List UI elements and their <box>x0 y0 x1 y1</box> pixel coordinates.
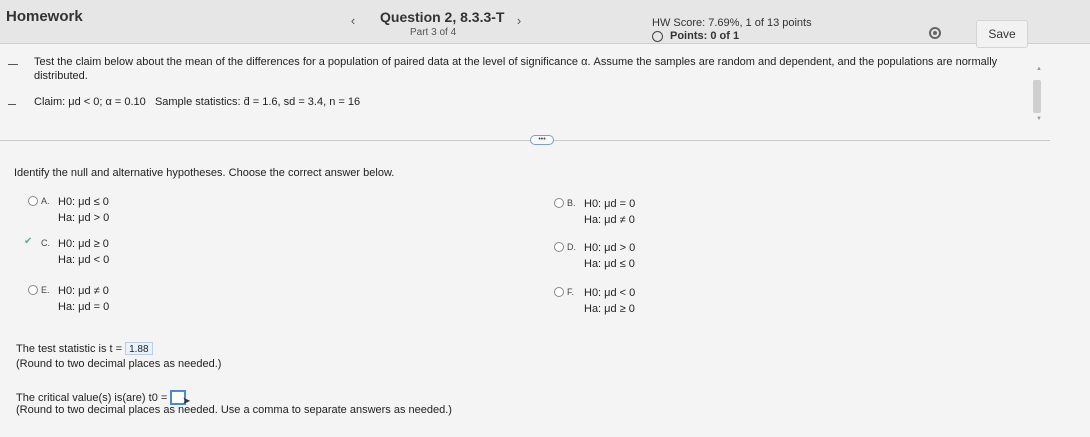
instruction: Identify the null and alternative hypotheses. Choose the correct answer below. <box>14 167 395 179</box>
null-hypothesis: H0: μd ≤ 0 <box>58 196 109 208</box>
null-hypothesis: H0: μd ≥ 0 <box>58 238 109 250</box>
option-letter: D. <box>567 242 576 252</box>
radio-button[interactable] <box>554 198 564 208</box>
null-hypothesis: H0: μd = 0 <box>584 198 636 210</box>
claim-text: μd < 0; α = 0.10 <box>68 96 146 108</box>
option-letter: A. <box>41 196 50 206</box>
alt-hypothesis: Ha: μd < 0 <box>58 254 110 266</box>
null-hypothesis: H0: μd > 0 <box>584 242 636 254</box>
hw-score <box>652 17 812 29</box>
top-header <box>0 0 1090 44</box>
rounding-note: (Round to two decimal places as needed. Use a comma to separate answers as needed.) <box>16 404 452 416</box>
test-statistic-label: The test statistic is t = <box>16 342 123 355</box>
critical-value-label: The critical value(s) is(are) t0 = <box>16 391 168 404</box>
part-label: Part 3 of 4 <box>410 27 457 38</box>
divider <box>0 140 1050 141</box>
test-statistic-value: 1.88 <box>125 342 152 355</box>
alt-hypothesis: Ha: μd > 0 <box>58 212 110 224</box>
app-title: Homework <box>6 8 83 25</box>
hw-score-label: HW Score: <box>652 17 706 29</box>
option-letter: C. <box>41 238 50 248</box>
scroll-down-icon[interactable]: ▼ <box>1036 116 1042 122</box>
check-icon: ✔ <box>24 236 33 247</box>
option-letter: F. <box>567 287 575 297</box>
option-letter: B. <box>567 198 576 208</box>
stats-label: Sample statistics: <box>154 96 241 108</box>
radio-button[interactable] <box>28 196 38 206</box>
test-statistic-row <box>16 342 153 355</box>
points-label: Points: 0 of 1 <box>670 30 740 42</box>
chevron-right-icon[interactable]: › <box>516 13 522 28</box>
radio-button[interactable] <box>554 287 564 297</box>
points-row <box>652 30 739 42</box>
alt-hypothesis: Ha: μd ≤ 0 <box>584 258 635 270</box>
radio-button[interactable] <box>28 285 38 295</box>
claim-row <box>34 96 360 108</box>
problem-statement: Test the claim below about the mean of the differences for a population of paired data at the level of significance α. Assume the samples are random and dependent, and the populations are normally distributed. <box>34 56 998 82</box>
circle-icon <box>652 31 663 42</box>
hw-score-value: 7.69%, 1 of 13 points <box>708 17 812 29</box>
rounding-note: (Round to two decimal places as needed.) <box>16 358 222 370</box>
claim-label: Claim: <box>34 96 66 108</box>
divider-mark <box>8 104 16 105</box>
scroll-up-icon[interactable]: ▲ <box>1036 66 1042 72</box>
alt-hypothesis: Ha: μd = 0 <box>58 301 110 313</box>
option-letter: E. <box>41 285 50 295</box>
pointer-cursor-icon: ➤ <box>182 396 191 407</box>
save-button[interactable]: Save <box>976 20 1028 48</box>
gear-icon[interactable] <box>929 27 941 39</box>
chevron-left-icon[interactable]: ‹ <box>350 13 356 28</box>
null-hypothesis: H0: μd ≠ 0 <box>58 285 109 297</box>
null-hypothesis: H0: μd < 0 <box>584 287 636 299</box>
scroll-thumb[interactable] <box>1033 80 1041 113</box>
alt-hypothesis: Ha: μd ≥ 0 <box>584 303 635 315</box>
alt-hypothesis: Ha: μd ≠ 0 <box>584 214 635 226</box>
divider-mark <box>8 64 18 65</box>
stats-text: d̄ = 1.6, sd = 3.4, n = 16 <box>243 96 361 108</box>
radio-button[interactable] <box>554 242 564 252</box>
more-button[interactable]: ••• <box>530 135 554 145</box>
question-title: Question 2, 8.3.3-T <box>380 9 505 25</box>
